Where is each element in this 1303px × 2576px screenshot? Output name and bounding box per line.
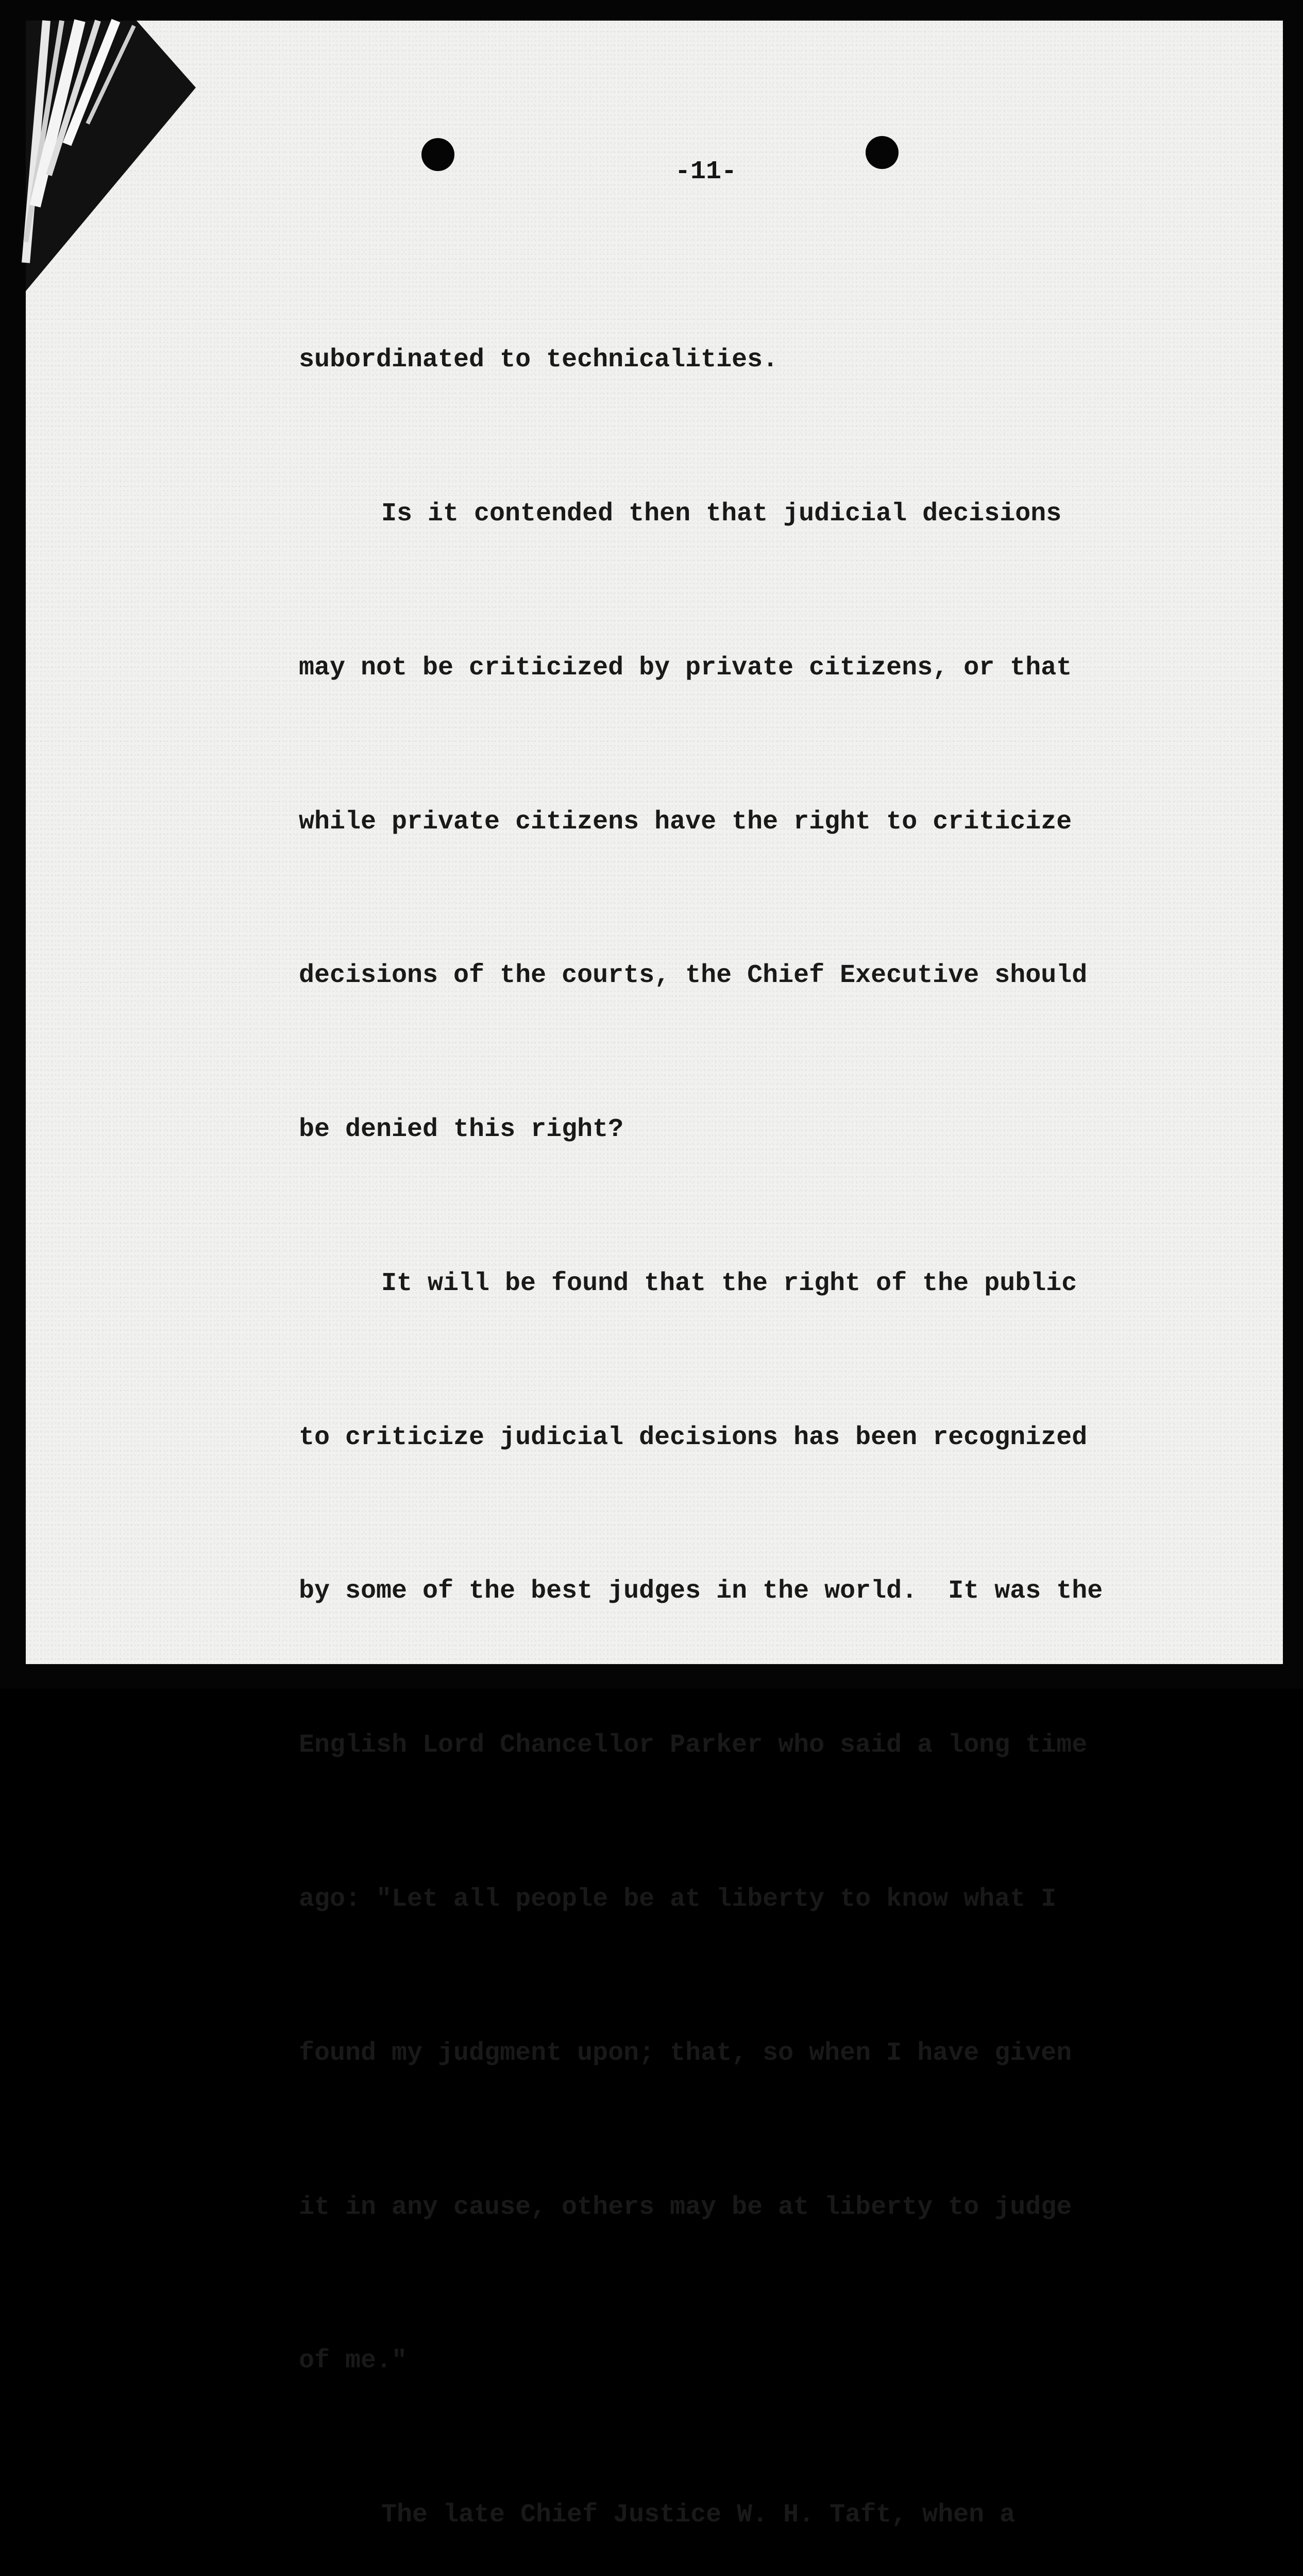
text-line: of me." (299, 2346, 408, 2376)
text-line: Is it contended then that judicial decisions (381, 499, 1062, 529)
text-line: while private citizens have the right to criticize (299, 807, 1072, 837)
text-line: it in any cause, others may be at liberty to judge (299, 2192, 1072, 2222)
text-line: may not be criticized by private citizens, or that (299, 653, 1072, 683)
text-line: subordinated to technicalities. (299, 345, 779, 375)
punch-hole (866, 136, 899, 169)
text-line: to criticize judicial decisions has been recognized (299, 1422, 1088, 1452)
text-line: found my judgment upon; that, so when I have given (299, 2038, 1072, 2068)
text-line: The late Chief Justice W. H. Taft, when a (381, 2500, 1016, 2530)
text-line: be denied this right? (299, 1115, 624, 1145)
folded-corner (26, 21, 211, 309)
page-number: -11- (675, 157, 737, 187)
punch-hole (421, 138, 454, 171)
text-line: It will be found that the right of the public (381, 1268, 1077, 1298)
text-line: ago: "Let all people be at liberty to know what I (299, 1885, 1057, 1914)
text-line: English Lord Chancellor Parker who said a long time (299, 1731, 1088, 1760)
text-line: by some of the best judges in the world. It was the (299, 1577, 1103, 1606)
body-text (299, 232, 1175, 2576)
text-line: decisions of the courts, the Chief Executive should (299, 961, 1088, 991)
